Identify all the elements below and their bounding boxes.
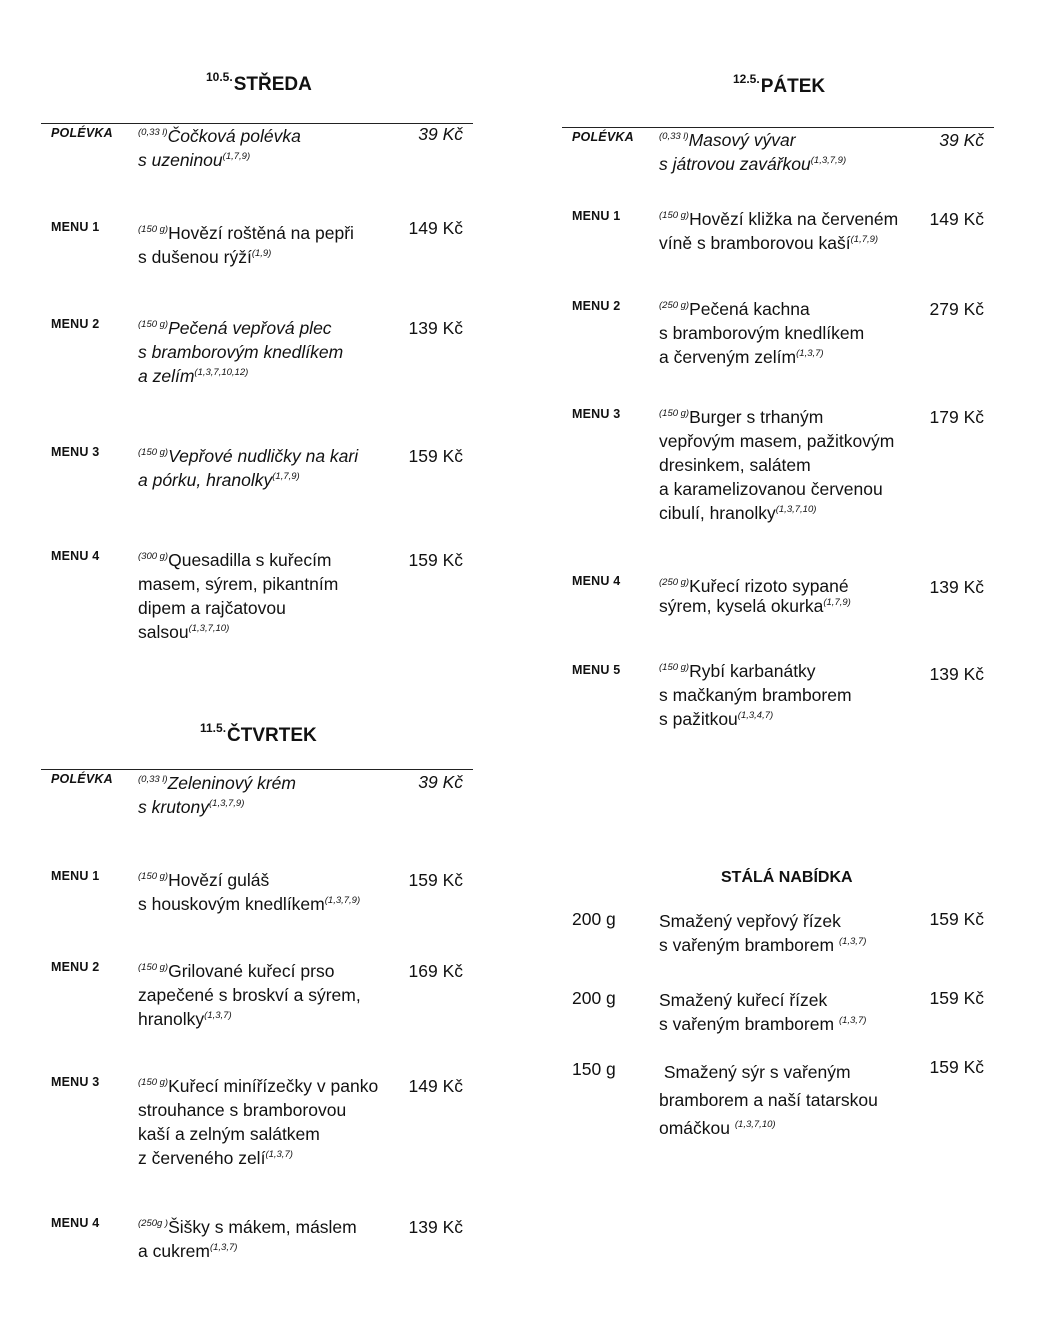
dish-text: $^{(0,33 l)}$Zeleninový krém s krutony$^{(1,3,7,9)}$ [138, 773, 296, 817]
price: 149 Kč [929, 209, 984, 229]
price: 179 Kč [929, 407, 984, 427]
dish-text: $^{(150 g)}$Hovězí roštěná na pepři s dušenou rýží$^{(1,9)}$ [138, 223, 354, 267]
standing-offer-title: STÁLÁ NABÍDKA [721, 869, 853, 886]
dish-text: $^{(150 g)}$Kuřecí minířízečky v panko strouhance s bramborovou kaší a zelným salátkem z červeného zelí$^{(1,3,7)}$ [138, 1076, 379, 1168]
category-label: MENU 2 [51, 317, 100, 331]
dish-text: $^{(0,33 l)}$Čočková polévka s uzeninou$^{(1,7,9)}$ [138, 126, 301, 170]
price: 159 Kč [929, 909, 984, 929]
dish-text: $^{(0,33 l)}$Masový vývar s játrovou zavářkou$^{(1,3,7,9)}$ [659, 130, 847, 174]
day-name: ČTVRTEK [227, 725, 317, 746]
dish-text: $^{(300 g)}$Quesadilla s kuřecím masem, sýrem, pikantním dipem a rajčatovou salsou$^{(1,3,7,10)}$ [138, 550, 339, 642]
weight: 200 g [572, 909, 616, 929]
dish-text: Smažený sýr s vařeným bramborem a naší tatarskou omáčkou $^{(1,3,7,10)}$ [659, 1062, 878, 1138]
day-date: 11.5. [200, 721, 227, 735]
price: 139 Kč [929, 664, 984, 684]
price: 159 Kč [408, 550, 463, 570]
price: 159 Kč [929, 988, 984, 1008]
dish-text: $^{(150 g)}$Rybí karbanátky s mačkaným bramborem s pažitkou$^{(1,3,4,7)}$ [659, 661, 852, 729]
dish-text: $^{(150 g)}$Pečená vepřová plec s bramborovým knedlíkem a zelím$^{(1,3,7,10,12)}$ [138, 318, 344, 386]
day-title-streda [206, 70, 312, 96]
dish-text: $^{(150 g)}$Grilované kuřecí prso zapečené s broskví a sýrem, hranolky$^{(1,3,7)}$ [138, 961, 361, 1029]
dish-text: $^{(250 g)}$Pečená kachna s bramborovým knedlíkem a červeným zelím$^{(1,3,7)}$ [659, 299, 865, 367]
price: 159 Kč [408, 870, 463, 890]
category-label: MENU 5 [572, 663, 621, 677]
category-label: MENU 4 [51, 549, 100, 563]
category-label: MENU 2 [572, 299, 621, 313]
weight: 150 g [572, 1059, 616, 1079]
price: 169 Kč [408, 961, 463, 981]
category-label: MENU 1 [51, 869, 100, 883]
day-title-patek [733, 72, 826, 98]
dish-text: Smažený kuřecí řízek s vařeným bramborem $^{(1,3,7)}$ [659, 990, 867, 1034]
price: 139 Kč [408, 1217, 463, 1237]
price: 149 Kč [408, 1076, 463, 1096]
price: 39 Kč [418, 124, 463, 144]
day-title-ctvrtek [200, 721, 317, 747]
dish-text: Smažený vepřový řízek s vařeným bramborem $^{(1,3,7)}$ [659, 911, 867, 955]
day-date: 12.5. [733, 72, 760, 86]
category-label: MENU 4 [572, 574, 621, 588]
category-label: MENU 3 [572, 407, 621, 421]
price: 39 Kč [418, 772, 463, 792]
dish-text: $^{(150 g)}$Hovězí kližka na červeném víně s bramborovou kaší$^{(1,7,9)}$ [659, 209, 899, 253]
section-divider [41, 769, 473, 770]
category-label: POLÉVKA [51, 772, 113, 786]
dish-text: $^{(150 g)}$Burger s trhaným vepřovým masem, pažitkovým dresinkem, salátem a karamelizovanou červenou cibulí, hranolky$^{(1,3,7,10)}$ [659, 407, 895, 523]
dish-text: $^{(150 g)}$Vepřové nudličky na kari a pórku, hranolky$^{(1,7,9)}$ [138, 446, 359, 490]
price: 139 Kč [408, 318, 463, 338]
day-date: 10.5. [206, 70, 233, 84]
price: 159 Kč [408, 446, 463, 466]
dish-text: $^{(150 g)}$Hovězí guláš s houskovým knedlíkem$^{(1,3,7,9)}$ [138, 870, 361, 914]
category-label: MENU 2 [51, 960, 100, 974]
category-label: MENU 1 [51, 220, 100, 234]
day-name: STŘEDA [233, 74, 312, 95]
dish-text: $^{(250g )}$Šišky s mákem, máslem a cukrem$^{(1,3,7)}$ [138, 1217, 357, 1261]
price: 159 Kč [929, 1057, 984, 1077]
price: 139 Kč [929, 577, 984, 597]
price: 39 Kč [939, 130, 984, 150]
category-label: MENU 3 [51, 445, 100, 459]
category-label: MENU 1 [572, 209, 621, 223]
category-label: POLÉVKA [572, 130, 634, 144]
category-label: POLÉVKA [51, 126, 113, 140]
price: 279 Kč [929, 299, 984, 319]
day-name: PÁTEK [760, 76, 826, 97]
dish-text: $^{(250 g)}$Kuřecí rizoto sypané sýrem, kyselá okurka$^{(1,7,9)}$ [659, 576, 851, 616]
weight: 200 g [572, 988, 616, 1008]
price: 149 Kč [408, 218, 463, 238]
category-label: MENU 4 [51, 1216, 100, 1230]
category-label: MENU 3 [51, 1075, 100, 1089]
